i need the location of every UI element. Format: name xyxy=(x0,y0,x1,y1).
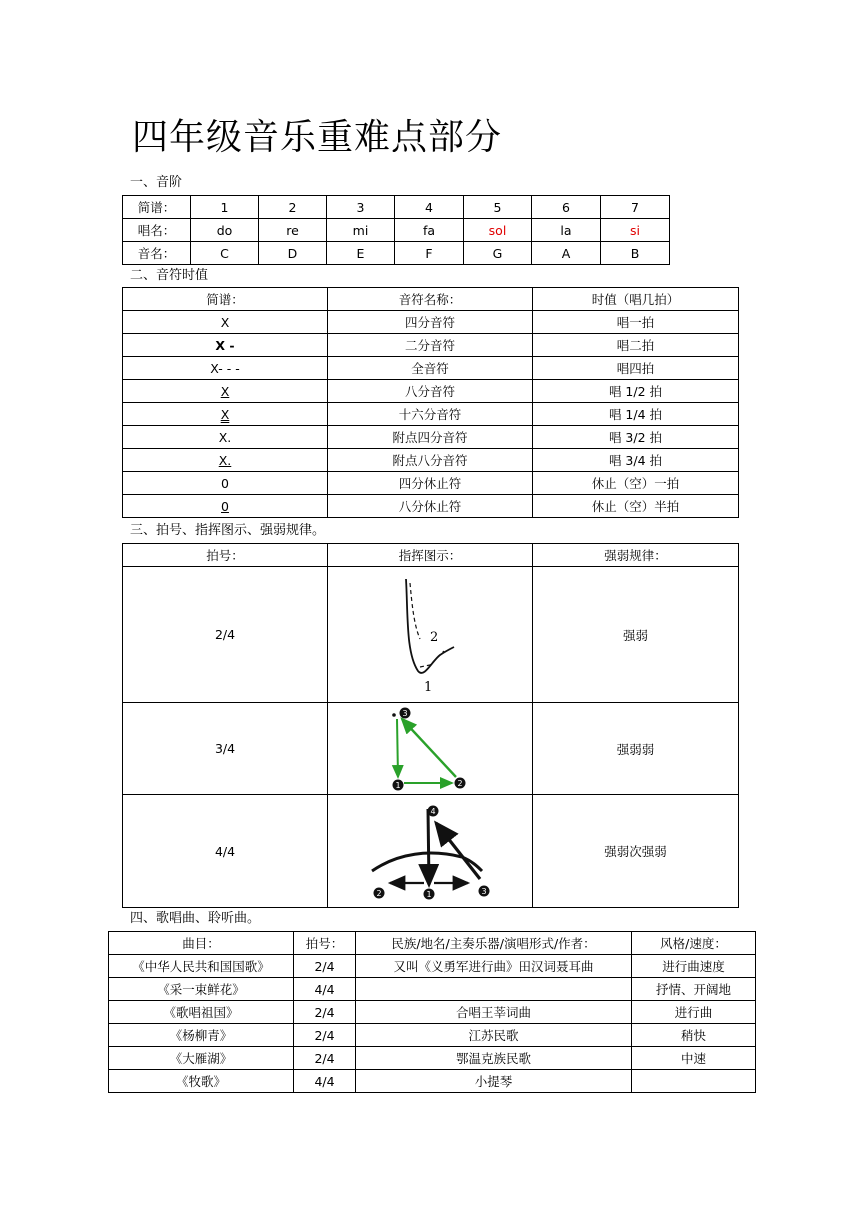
style-cell: 进行曲速度 xyxy=(632,955,756,978)
column-header: 拍号： xyxy=(294,932,356,955)
beat-label-4: 4 xyxy=(430,807,436,816)
table-cell: mi xyxy=(327,219,395,242)
row-label: 简谱： xyxy=(123,196,191,219)
style-cell: 中速 xyxy=(632,1047,756,1070)
beat-label-2: 2 xyxy=(430,629,439,645)
table-header-row xyxy=(109,932,756,955)
songs-table xyxy=(108,931,756,1093)
table-row xyxy=(123,795,739,908)
table-cell: G xyxy=(464,242,532,265)
duration-cell: 唱 1/2 拍 xyxy=(533,380,739,403)
note-name-cell: 八分音符 xyxy=(328,380,533,403)
style-cell xyxy=(632,1070,756,1093)
table-row xyxy=(109,1024,756,1047)
table-row xyxy=(123,242,670,265)
notation-cell xyxy=(123,495,328,518)
beat-label-1: 1 xyxy=(395,780,401,790)
section-heading-meters: 三、拍号、指挥图示、强弱规律。 xyxy=(130,523,326,538)
page-title: 四年级音乐重难点部分 xyxy=(132,117,503,158)
beat-label-2: 2 xyxy=(457,778,463,788)
table-row xyxy=(109,978,756,1001)
column-header: 曲目： xyxy=(109,932,294,955)
note-name-cell: 附点四分音符 xyxy=(328,426,533,449)
table-row xyxy=(123,357,739,380)
notation-cell: X xyxy=(123,311,328,334)
notation-cell xyxy=(123,449,328,472)
column-header: 时值（唱几拍） xyxy=(533,288,739,311)
table-row xyxy=(123,449,739,472)
table-cell: 1 xyxy=(191,196,259,219)
conducting-diagram-cell xyxy=(328,703,533,795)
style-cell: 稍快 xyxy=(632,1024,756,1047)
table-row xyxy=(123,380,739,403)
table-row xyxy=(123,472,739,495)
duration-cell: 唱二拍 xyxy=(533,334,739,357)
notation-underlined: X. xyxy=(218,452,232,468)
song-info-cell: 江苏民歌 xyxy=(356,1024,632,1047)
table-row xyxy=(109,955,756,978)
duration-cell: 唱 3/4 拍 xyxy=(533,449,739,472)
column-header: 指挥图示： xyxy=(328,544,533,567)
meter-cell: 2/4 xyxy=(123,567,328,703)
table-cell: fa xyxy=(395,219,464,242)
row-label: 音名： xyxy=(123,242,191,265)
scale-table xyxy=(122,195,670,265)
meter-cell: 2/4 xyxy=(294,955,356,978)
table-cell-highlight: si xyxy=(601,219,670,242)
table-cell: 7 xyxy=(601,196,670,219)
conducting-2-4-diagram xyxy=(390,575,470,695)
notation-cell: X - xyxy=(123,334,328,357)
table-row xyxy=(109,1070,756,1093)
notation-double-underlined: X xyxy=(220,406,230,422)
song-title-cell: 《杨柳青》 xyxy=(109,1024,294,1047)
conducting-4-4-diagram xyxy=(368,799,492,903)
column-header: 民族/地名/主奏乐器/演唱形式/作者： xyxy=(356,932,632,955)
table-cell-highlight: sol xyxy=(464,219,532,242)
duration-cell: 唱 1/4 拍 xyxy=(533,403,739,426)
table-cell: re xyxy=(259,219,327,242)
duration-cell: 唱四拍 xyxy=(533,357,739,380)
section-heading-scale: 一、音阶 xyxy=(130,175,183,190)
table-cell: B xyxy=(601,242,670,265)
meter-cell: 4/4 xyxy=(294,978,356,1001)
meter-cell: 2/4 xyxy=(294,1024,356,1047)
table-cell: C xyxy=(191,242,259,265)
notation-cell: X. xyxy=(123,426,328,449)
beat-label-1: 1 xyxy=(426,890,432,899)
table-cell: 6 xyxy=(532,196,601,219)
song-title-cell: 《中华人民共和国国歌》 xyxy=(109,955,294,978)
row-label: 唱名： xyxy=(123,219,191,242)
conducting-diagram-cell xyxy=(328,567,533,703)
table-header-row xyxy=(123,288,739,311)
meter-cell: 2/4 xyxy=(294,1047,356,1070)
strength-pattern-cell: 强弱弱 xyxy=(533,703,739,795)
song-info-cell: 合唱王莘词曲 xyxy=(356,1001,632,1024)
song-info-cell: 鄂温克族民歌 xyxy=(356,1047,632,1070)
table-cell: F xyxy=(395,242,464,265)
table-row xyxy=(123,567,739,703)
strength-pattern-cell: 强弱次强弱 xyxy=(533,795,739,908)
notation-cell: X- - - xyxy=(123,357,328,380)
beat-label-2: 2 xyxy=(376,889,382,898)
notation-cell: 0 xyxy=(123,472,328,495)
style-cell: 抒情、开阔地 xyxy=(632,978,756,1001)
table-row xyxy=(123,703,739,795)
column-header: 简谱： xyxy=(123,288,328,311)
note-name-cell: 全音符 xyxy=(328,357,533,380)
note-name-cell: 十六分音符 xyxy=(328,403,533,426)
meter-cell: 3/4 xyxy=(123,703,328,795)
section-heading-songs: 四、歌唱曲、聆听曲。 xyxy=(130,911,261,926)
song-title-cell: 《歌唱祖国》 xyxy=(109,1001,294,1024)
meter-table xyxy=(122,543,739,908)
strength-pattern-cell: 强弱 xyxy=(533,567,739,703)
note-duration-table xyxy=(122,287,739,518)
table-cell: 2 xyxy=(259,196,327,219)
table-row xyxy=(123,219,670,242)
song-title-cell: 《大雁湖》 xyxy=(109,1047,294,1070)
notation-cell xyxy=(123,403,328,426)
duration-cell: 唱 3/2 拍 xyxy=(533,426,739,449)
song-info-cell xyxy=(356,978,632,1001)
table-row xyxy=(123,334,739,357)
table-row xyxy=(123,426,739,449)
table-row xyxy=(123,495,739,518)
notation-underlined: X xyxy=(220,383,230,399)
table-row xyxy=(123,403,739,426)
table-cell: A xyxy=(532,242,601,265)
song-title-cell: 《采一束鲜花》 xyxy=(109,978,294,1001)
table-cell: 4 xyxy=(395,196,464,219)
duration-cell: 休止（空）半拍 xyxy=(533,495,739,518)
table-cell: 3 xyxy=(327,196,395,219)
table-row xyxy=(109,1047,756,1070)
notation-underlined: 0 xyxy=(221,498,229,514)
table-row xyxy=(123,311,739,334)
style-cell: 进行曲 xyxy=(632,1001,756,1024)
meter-cell: 4/4 xyxy=(294,1070,356,1093)
table-header-row xyxy=(123,544,739,567)
duration-cell: 休止（空）一拍 xyxy=(533,472,739,495)
notation-cell xyxy=(123,380,328,403)
beat-label-3: 3 xyxy=(481,887,487,896)
table-row xyxy=(123,196,670,219)
table-cell: do xyxy=(191,219,259,242)
beat-label-1: 1 xyxy=(424,679,433,695)
table-row xyxy=(109,1001,756,1024)
conducting-diagram-cell xyxy=(328,795,533,908)
meter-cell: 4/4 xyxy=(123,795,328,908)
table-cell: 5 xyxy=(464,196,532,219)
meter-cell: 2/4 xyxy=(294,1001,356,1024)
column-header: 风格/速度： xyxy=(632,932,756,955)
conducting-3-4-diagram xyxy=(380,705,480,793)
table-cell: la xyxy=(532,219,601,242)
column-header: 强弱规律： xyxy=(533,544,739,567)
note-name-cell: 附点八分音符 xyxy=(328,449,533,472)
note-name-cell: 四分音符 xyxy=(328,311,533,334)
column-header: 拍号： xyxy=(123,544,328,567)
duration-cell: 唱一拍 xyxy=(533,311,739,334)
column-header: 音符名称： xyxy=(328,288,533,311)
song-title-cell: 《牧歌》 xyxy=(109,1070,294,1093)
table-cell: D xyxy=(259,242,327,265)
note-name-cell: 八分休止符 xyxy=(328,495,533,518)
song-info-cell: 又叫《义勇军进行曲》田汉词聂耳曲 xyxy=(356,955,632,978)
note-name-cell: 四分休止符 xyxy=(328,472,533,495)
section-heading-durations: 二、音符时值 xyxy=(130,268,209,283)
note-name-cell: 二分音符 xyxy=(328,334,533,357)
table-cell: E xyxy=(327,242,395,265)
beat-label-3: 3 xyxy=(402,708,408,718)
song-info-cell: 小提琴 xyxy=(356,1070,632,1093)
